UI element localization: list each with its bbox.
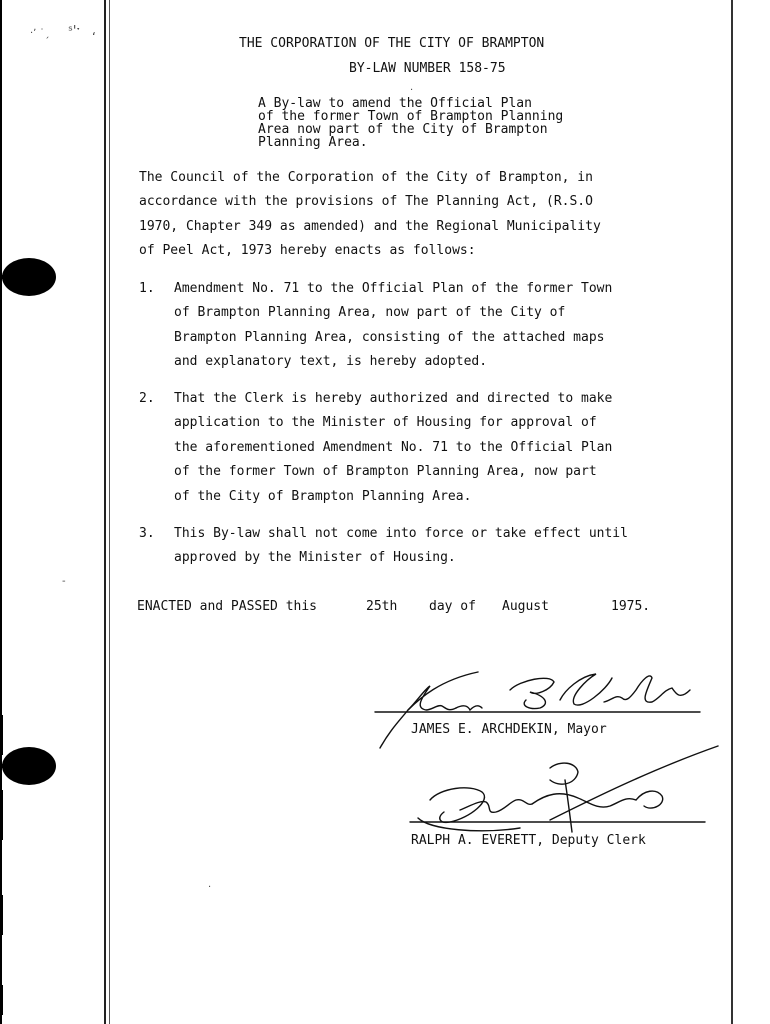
scan-mark: [0, 790, 3, 840]
bylaw-number: BY-LAW NUMBER 158-75: [349, 61, 506, 76]
mayor-printed-name: JAMES E. ARCHDEKIN, Mayor: [411, 722, 607, 737]
scan-edge-left: [0, 0, 2, 1024]
clause-number: 3.: [139, 526, 155, 541]
clause-line: approved by the Minister of Housing.: [174, 550, 456, 565]
enactment-month: August: [502, 599, 549, 614]
clause-line: the aforementioned Amendment No. 71 to the Official Plan: [174, 440, 613, 455]
clause-line: of Brampton Planning Area, now part of the City of: [174, 305, 566, 320]
page-margin-line: [109, 0, 110, 1024]
clause-line: and explanatory text, is hereby adopted.: [174, 354, 488, 369]
enactment-day-of: day of: [429, 599, 476, 614]
enactment-year: 1975.: [611, 599, 651, 614]
clause-line: Amendment No. 71 to the Official Plan of the former Town: [174, 281, 613, 296]
preamble-line: 1970, Chapter 349 as amended) and the Regional Municipality: [139, 219, 601, 234]
clause-line: That the Clerk is hereby authorized and directed to make: [174, 391, 613, 406]
page-edge-right: [731, 0, 733, 1024]
clause-line: This By-law shall not come into force or take effect until: [174, 526, 628, 541]
preamble-line: of Peel Act, 1973 hereby enacts as follows:: [139, 243, 476, 258]
corporation-heading: THE CORPORATION OF THE CITY OF BRAMPTON: [239, 36, 545, 51]
scan-mark: [0, 985, 3, 1015]
page-margin-line: [104, 0, 106, 1024]
deputy-clerk-printed-name: RALPH A. EVERETT, Deputy Clerk: [411, 833, 646, 848]
scan-mark: [0, 895, 3, 935]
purpose-line: Area now part of the City of Brampton: [258, 122, 548, 137]
scan-speck: ·: [208, 882, 212, 893]
scan-speck: .: [410, 82, 414, 93]
punch-hole-tab: [0, 275, 16, 279]
scan-speck: -: [62, 576, 66, 587]
purpose-line: Planning Area.: [258, 135, 368, 150]
clause-line: application to the Minister of Housing for approval of: [174, 415, 597, 430]
scan-mark: [0, 715, 3, 755]
enactment-day: 25th: [366, 599, 398, 614]
deputy-clerk-signature: [400, 740, 730, 840]
clause-number: 2.: [139, 391, 155, 406]
scan-speck: ·ʼ ˙ˏ: [30, 28, 50, 39]
enactment-prefix: ENACTED and PASSED this: [137, 599, 318, 614]
clause-line: of the former Town of Brampton Planning Area, now part: [174, 464, 597, 479]
punch-hole-tab: [0, 764, 16, 768]
scan-speck: ˢ'ˑ: [68, 24, 81, 39]
preamble-line: The Council of the Corporation of the City of Brampton, in: [139, 170, 593, 185]
preamble-line: accordance with the provisions of The Planning Act, (R.S.O: [139, 194, 593, 209]
clause-line: of the City of Brampton Planning Area.: [174, 489, 472, 504]
clause-number: 1.: [139, 281, 155, 296]
scan-speck: ʻ: [92, 30, 96, 44]
purpose-line: A By-law to amend the Official Plan: [258, 96, 532, 111]
purpose-line: of the former Town of Brampton Planning: [258, 109, 564, 124]
clause-line: Brampton Planning Area, consisting of the attached maps: [174, 330, 605, 345]
